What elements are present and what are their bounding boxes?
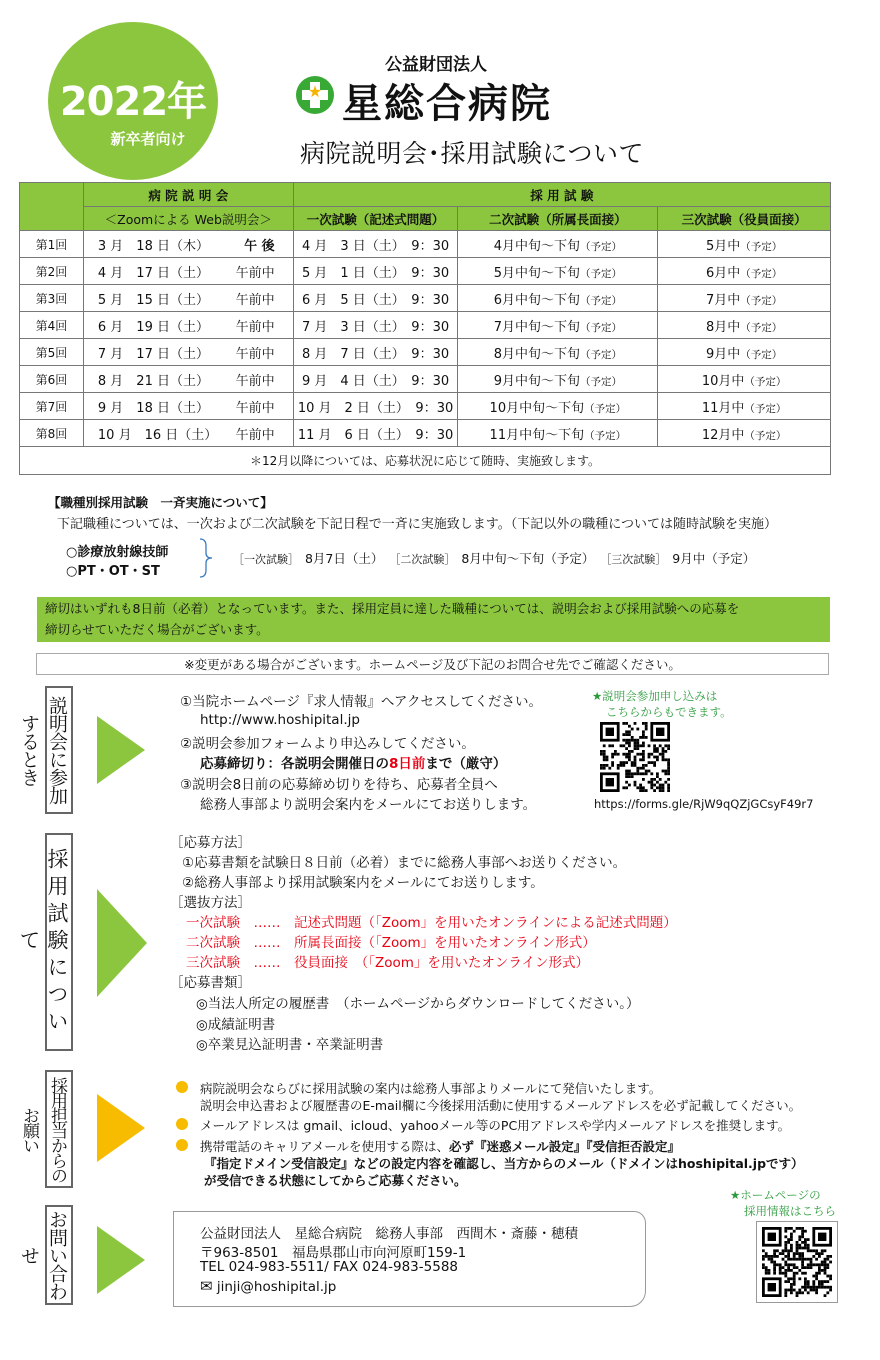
first-exam-date: 6 月 5 日（土） 9：30 [293, 285, 458, 312]
deadline-line-2: 締切らせていただく場合がございます。 [45, 622, 269, 637]
session-date: 4 月 17 日（土） [97, 265, 209, 281]
second-exam-date: 6月中旬～下旬 [493, 292, 580, 308]
selection-heading: ［選抜方法］ [170, 895, 251, 911]
third-exam-cell [658, 312, 831, 339]
table-row [20, 231, 831, 258]
setsumeikai-step2: ②説明会参加フォームより申込みしてください。 [180, 736, 475, 752]
second-exam-date: 4月中旬～下旬 [493, 238, 580, 254]
joint-label-1: ［一次試験］ [233, 553, 299, 566]
deadline-line-1: 締切はいずれも8日前（必着）となっています。また、採用定員に達した職種については、説明会および採用試験への応募を [45, 601, 740, 616]
third-exam-cell [658, 420, 831, 447]
hospital-logo-icon: ★ [296, 76, 334, 114]
hospital-name: 星総合病院 [342, 81, 552, 127]
arrow-icon [97, 1094, 145, 1162]
session-date: 10 月 16 日（土） [97, 427, 218, 443]
second-exam-cell [458, 339, 658, 366]
request-p3b: 『指定ドメイン受信設定』などの設定内容を確認し、当方からのメール（ドメインはhoshipital.jpです） [204, 1156, 804, 1171]
table-row [20, 312, 831, 339]
table-row [20, 258, 831, 285]
apply-step-2: ②総務人事部より採用試験案内をメールにてお送りします。 [182, 875, 544, 891]
session-number: 第8回 [20, 420, 84, 447]
session-cell [83, 231, 293, 258]
document-2: ◎成績証明書 [196, 1017, 276, 1033]
documents-heading: ［応募書類］ [170, 975, 251, 991]
session-number: 第4回 [20, 312, 84, 339]
session-time: 午前中 [235, 427, 275, 443]
session-time: 午前中 [235, 265, 275, 281]
tentative-label: （予定） [579, 375, 622, 388]
first-exam-date: 5 月 1 日（土） 9：30 [293, 258, 458, 285]
joint-exam-schedule [233, 549, 755, 567]
deadline-days: 8日前 [389, 756, 426, 772]
first-exam-date: 11 月 6 日（土） 9：30 [293, 420, 458, 447]
table-row [20, 339, 831, 366]
section-label-setsumeikai: 説明会に参加するとき [45, 686, 73, 814]
first-exam-date: 9 月 4 日（土） 9：30 [293, 366, 458, 393]
third-exam-cell [658, 339, 831, 366]
document-1: ◎当法人所定の履歴書 （ホームページからダウンロードしてください。） [196, 996, 640, 1012]
first-exam-date: 10 月 2 日（土） 9：30 [293, 393, 458, 420]
audience-text: 新卒者向け [110, 130, 186, 148]
session-date: 3 月 18 日（木） [97, 238, 209, 254]
joint-value-3: 9月中（予定） [672, 551, 756, 566]
mail-icon: ✉ [200, 1277, 213, 1295]
session-date: 8 月 21 日（土） [97, 373, 209, 389]
third-exam-cell [658, 258, 831, 285]
corporation-name: 公益財団法人 [385, 55, 487, 75]
session-cell [83, 393, 293, 420]
header-saiyo: 採 用 試 験 [293, 183, 830, 207]
third-exam-date: 9月中 [705, 346, 741, 362]
session-date: 6 月 19 日（土） [97, 319, 209, 335]
second-exam-cell [458, 312, 658, 339]
session-time: 午前中 [235, 400, 275, 416]
hospital-url-link[interactable]: http://www.hoshipital.jp [200, 712, 360, 728]
first-exam-date: 4 月 3 日（土） 9：30 [293, 231, 458, 258]
request-p1b: 説明会申込書および履歴書のE-mail欄に今後採用活動に使用するメールアドレスを必ず記載してください。 [200, 1098, 802, 1113]
document-3: ◎卒業見込証明書・卒業証明書 [196, 1037, 384, 1053]
tentative-label: （予定） [740, 240, 783, 253]
joint-label-3: ［三次試験］ [600, 553, 667, 566]
tentative-label: （予定） [740, 321, 783, 334]
second-exam-date: 11月中旬～下旬 [489, 427, 585, 443]
selection-third: 三次試験 …… 役員面接 （「Zoom」を用いたオンライン形式） [186, 955, 590, 971]
session-cell [83, 339, 293, 366]
bullet-icon [176, 1139, 188, 1151]
session-number: 第6回 [20, 366, 84, 393]
request-p1a: 病院説明会ならびに採用試験の案内は総務人事部よりメールにて発信いたします。 [200, 1081, 662, 1096]
session-date: 5 月 15 日（土） [97, 292, 209, 308]
contact-line-2: 〒963-8501 福島県郡山市向河原町159-1 [200, 1245, 467, 1261]
hp-qr-note-1: ★ホームページの [730, 1188, 821, 1202]
third-exam-date: 8月中 [705, 319, 741, 335]
contact-line-1: 公益財団法人 星総合病院 総務人事部 西間木・斎藤・穂積 [200, 1226, 578, 1242]
form-url-link[interactable]: https://forms.gle/RjW9qQZjGCsyF49r7 [594, 797, 814, 811]
tentative-label: （予定） [579, 294, 622, 307]
deadline-suffix: まで（厳守） [425, 756, 507, 772]
session-date: 7 月 17 日（土） [97, 346, 209, 362]
joint-label-2: ［二次試験］ [389, 553, 456, 566]
deadline-prefix: 応募締切り：各説明会開催日の [200, 756, 389, 772]
second-exam-date: 7月中旬～下旬 [493, 319, 580, 335]
session-number: 第1回 [20, 231, 84, 258]
session-time: 午前中 [235, 346, 275, 362]
setsumeikai-step3a: ③説明会8日前の応募締め切りを待ち、応募者全員へ [180, 777, 498, 793]
second-exam-cell [458, 285, 658, 312]
second-exam-cell [458, 420, 658, 447]
session-time: 午 後 [244, 238, 275, 254]
deadline-notice [37, 597, 830, 642]
header-second-exam: 二次試験（所属長面接） [458, 207, 658, 231]
session-time: 午前中 [235, 292, 275, 308]
brace-icon [198, 538, 214, 578]
selection-second: 二次試験 …… 所属長面接（「Zoom」を用いたオンライン形式） [186, 935, 596, 951]
setsumeikai-step1: ①当院ホームページ『求人情報』へアクセスしてください。 [180, 694, 543, 710]
session-cell [83, 420, 293, 447]
tentative-label: （予定） [740, 267, 783, 280]
tentative-label: （予定） [579, 267, 622, 280]
joint-value-1: 8月7日（土） [304, 551, 384, 566]
second-exam-cell [458, 393, 658, 420]
joint-exam-title: 【職種別採用試験 一斉実施について】 [48, 495, 273, 510]
third-exam-date: 7月中 [705, 292, 741, 308]
year-text: 2022年 [59, 79, 207, 125]
contact-email-row [200, 1277, 336, 1295]
session-number: 第5回 [20, 339, 84, 366]
job-radiology: ○診療放射線技師 [66, 545, 169, 560]
tentative-label: （予定） [744, 402, 787, 415]
arrow-icon [97, 1226, 145, 1294]
second-exam-cell [458, 231, 658, 258]
arrow-icon [97, 716, 145, 784]
apply-step-1: ①応募書類を試験日８日前（必着）までに総務人事部へお送りください。 [182, 855, 627, 871]
contact-email-link[interactable]: jinji@hoshipital.jp [216, 1279, 337, 1295]
qr-code-icon[interactable] [600, 722, 670, 792]
joint-exam-description: 下記職種については、一次および二次試験を下記日程で一斉に実施致します。（下記以外の職種については随時試験を実施） [57, 517, 777, 532]
session-time: 午前中 [235, 373, 275, 389]
schedule-note: ＊12月以降については、応募状況に応じて随時、実施致します。 [20, 447, 831, 475]
table-row [20, 285, 831, 312]
second-exam-date: 10月中旬～下旬 [489, 400, 585, 416]
session-cell [83, 285, 293, 312]
second-exam-cell [458, 366, 658, 393]
tentative-label: （予定） [740, 294, 783, 307]
table-row [20, 366, 831, 393]
session-number: 第3回 [20, 285, 84, 312]
header-third-exam: 三次試験（役員面接） [658, 207, 831, 231]
tentative-label: （予定） [740, 348, 783, 361]
session-number: 第7回 [20, 393, 84, 420]
table-row [20, 393, 831, 420]
first-exam-date: 8 月 7 日（土） 9：30 [293, 339, 458, 366]
tentative-label: （予定） [584, 429, 627, 442]
second-exam-date: 9月中旬～下旬 [493, 373, 580, 389]
qr-note-line-1: ★説明会参加申し込みは [592, 689, 718, 703]
setsumeikai-step3b: 総務人事部より説明会案内をメールにてお送りします。 [200, 797, 537, 813]
contact-line-3: TEL 024-983-5511/ FAX 024-983-5588 [200, 1259, 458, 1275]
first-exam-date: 7 月 3 日（土） 9：30 [293, 312, 458, 339]
apply-method-heading: ［応募方法］ [170, 835, 251, 851]
tentative-label: （予定） [579, 348, 622, 361]
tentative-label: （予定） [579, 240, 622, 253]
tentative-label: （予定） [579, 321, 622, 334]
hp-qr-note-2: 採用情報はこちら [744, 1204, 836, 1218]
qr-note-line-2: こちらからもできます。 [606, 705, 732, 719]
request-p2: メールアドレスは gmail、icloud、yahooメール等のPC用アドレスや学内メールアドレスを推奨します。 [200, 1118, 791, 1133]
header-setsumeikai-sub: ＜Zoomによる Web説明会＞ [83, 207, 293, 231]
second-exam-date: 5月中旬～下旬 [493, 265, 580, 281]
arrow-icon [97, 889, 147, 997]
third-exam-date: 11月中 [701, 400, 745, 416]
schedule-table [19, 182, 831, 475]
third-exam-cell [658, 231, 831, 258]
qr-code-icon[interactable] [762, 1227, 832, 1297]
page-title: 病院説明会･採用試験について [300, 139, 645, 168]
tentative-label: （予定） [744, 429, 787, 442]
request-p3c: が受信できる状態にしてからご応募ください。 [204, 1173, 467, 1188]
third-exam-cell [658, 285, 831, 312]
request-p3a-bold: 必ず『迷惑メール設定』『受信拒否設定』 [449, 1139, 681, 1154]
section-label-exam: 採用試験について [45, 833, 73, 1051]
header-first-exam: 一次試験（記述式問題） [293, 207, 458, 231]
header-setsumeikai: 病 院 説 明 会 [83, 183, 293, 207]
header-blank [20, 183, 84, 231]
session-date: 9 月 18 日（土） [97, 400, 209, 416]
table-row [20, 420, 831, 447]
setsumeikai-deadline [200, 752, 506, 772]
third-exam-date: 5月中 [705, 238, 741, 254]
tentative-label: （予定） [744, 375, 787, 388]
bullet-icon [176, 1118, 188, 1130]
third-exam-cell [658, 366, 831, 393]
bullet-icon [176, 1081, 188, 1093]
session-time: 午前中 [235, 319, 275, 335]
change-notice: ※変更がある場合がございます。ホームページ及び下記のお問合せ先でご確認ください。 [36, 653, 829, 675]
section-label-request: 採用担当からのお願い [45, 1070, 73, 1188]
tentative-label: （予定） [584, 402, 627, 415]
third-exam-date: 6月中 [705, 265, 741, 281]
session-cell [83, 312, 293, 339]
joint-value-2: 8月中旬～下旬（予定） [461, 551, 595, 566]
third-exam-date: 10月中 [701, 373, 745, 389]
job-therapist: ○PT・OT・ST [66, 564, 160, 579]
request-p3a-plain: 携帯電話のキャリアメールを使用する際は、 [200, 1139, 450, 1154]
session-cell [83, 366, 293, 393]
session-number: 第2回 [20, 258, 84, 285]
second-exam-date: 8月中旬～下旬 [493, 346, 580, 362]
selection-first: 一次試験 …… 記述式問題（「Zoom」を用いたオンラインによる記述式問題） [186, 915, 677, 931]
request-p3a [200, 1137, 680, 1155]
year-badge [48, 22, 218, 180]
third-exam-date: 12月中 [701, 427, 745, 443]
session-cell [83, 258, 293, 285]
section-label-contact: お問い合わせ [45, 1205, 73, 1305]
third-exam-cell [658, 393, 831, 420]
second-exam-cell [458, 258, 658, 285]
